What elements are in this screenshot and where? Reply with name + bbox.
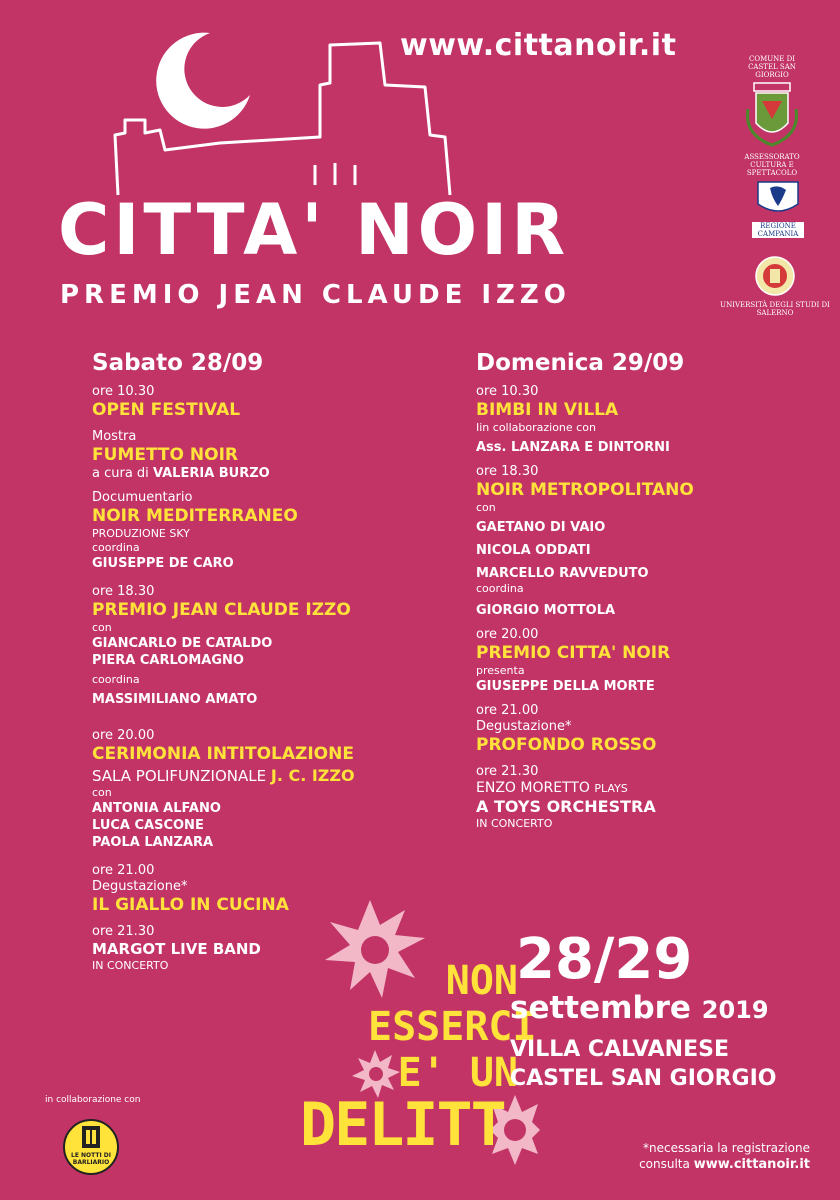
festival-subtitle: PREMIO JEAN CLAUDE IZZO: [60, 280, 571, 310]
day-heading: Domenica 29/09: [476, 350, 685, 376]
footnote: *necessaria la registrazione consulta www.cittanoir.it: [639, 1141, 810, 1172]
event-block: ore 20.00 CERIMONIA INTITOLAZIONE SALA POLIFUNZIONALE J. C. IZZO con ANTONIA ALFANO LUCA CASCONE PAOLA LANZARA: [92, 728, 432, 851]
event-title: PREMIO CITTA' NOIR: [476, 643, 671, 663]
schedule-sunday: [476, 350, 816, 831]
university-seal-icon: [720, 255, 830, 297]
slogan: NON ESSERCI E' UN: [368, 958, 537, 1096]
schedule-saturday: [92, 350, 432, 973]
logo-comune: COMUNE DI CASTEL SAN GIORGIO ASSESSORATO CULTURA E SPETTACOLO: [740, 55, 804, 177]
collab-label: in collaborazione con: [45, 1095, 141, 1105]
event-title: PREMIO JEAN CLAUDE IZZO: [92, 600, 351, 620]
website-url-bottom[interactable]: www.cittanoir.it: [693, 1157, 810, 1172]
logo-universita: UNIVERSITÀ DEGLI STUDI DI SALERNO: [720, 255, 830, 317]
event-title: NOIR MEDITERRANEO: [92, 506, 298, 526]
event-month: settembre 2019: [510, 990, 769, 1026]
event-block: Documuentario NOIR MEDITERRANEO PRODUZIONE SKY coordina GIUSEPPE DE CARO: [92, 490, 432, 572]
regione-campania-icon: [752, 180, 804, 218]
event-block: ore 10.30 BIMBI IN VILLA Iin collaborazione con Ass. LANZARA E DINTORNI: [476, 384, 816, 456]
event-block: ore 21.00 Degustazione* PROFONDO ROSSO: [476, 703, 816, 756]
event-title: MARGOT LIVE BAND: [92, 940, 261, 958]
event-block: ore 21.30 MARGOT LIVE BAND IN CONCERTO: [92, 924, 432, 973]
logo-regione-campania: REGIONE CAMPANIA: [752, 180, 804, 238]
event-title: FUMETTO NOIR: [92, 445, 238, 465]
event-block: ore 21.00 Degustazione* IL GIALLO IN CUCINA: [92, 863, 432, 916]
moon-icon: [156, 33, 250, 129]
website-url-top[interactable]: www.cittanoir.it: [400, 28, 677, 63]
event-block: ore 21.30 ENZO MORETTO PLAYS A TOYS ORCHESTRA IN CONCERTO: [476, 764, 816, 831]
coat-of-arms-icon: [740, 79, 804, 149]
event-title: BIMBI IN VILLA: [476, 400, 619, 420]
partner-logo: LE NOTTI DI BARLIARIO: [62, 1118, 120, 1180]
event-title: OPEN FESTIVAL: [92, 400, 241, 420]
event-title: A TOYS ORCHESTRA: [476, 797, 656, 816]
event-title: IL GIALLO IN CUCINA: [92, 895, 289, 915]
event-title: CERIMONIA INTITOLAZIONE: [92, 744, 354, 764]
event-title: NOIR METROPOLITANO: [476, 480, 694, 500]
day-heading: Sabato 28/09: [92, 350, 264, 376]
event-block: ore 10.30 OPEN FESTIVAL: [92, 384, 432, 421]
event-venue: VILLA CALVANESE CASTEL SAN GIORGIO: [510, 1037, 777, 1091]
event-block: ore 18.30 NOIR METROPOLITANO con GAETANO DI VAIO NICOLA ODDATI MARCELLO RAVVEDUTO coordina GIORGIO MOTTOLA: [476, 464, 816, 619]
event-title: PROFONDO ROSSO: [476, 735, 657, 755]
event-dates: 28/29: [516, 927, 693, 992]
notti-barliario-logo-icon: [62, 1118, 120, 1176]
event-block: Mostra FUMETTO NOIR a cura di VALERIA BURZO: [92, 429, 432, 482]
slogan-delitto: DELITT: [300, 1090, 505, 1160]
event-block: ore 20.00 PREMIO CITTA' NOIR presenta GIUSEPPE DELLA MORTE: [476, 627, 816, 695]
event-block: ore 18.30 PREMIO JEAN CLAUDE IZZO con GIANCARLO DE CATALDO PIERA CARLOMAGNO coordina MASSIMILIANO AMATO: [92, 584, 432, 708]
festival-title: CITTA' NOIR: [58, 189, 570, 271]
